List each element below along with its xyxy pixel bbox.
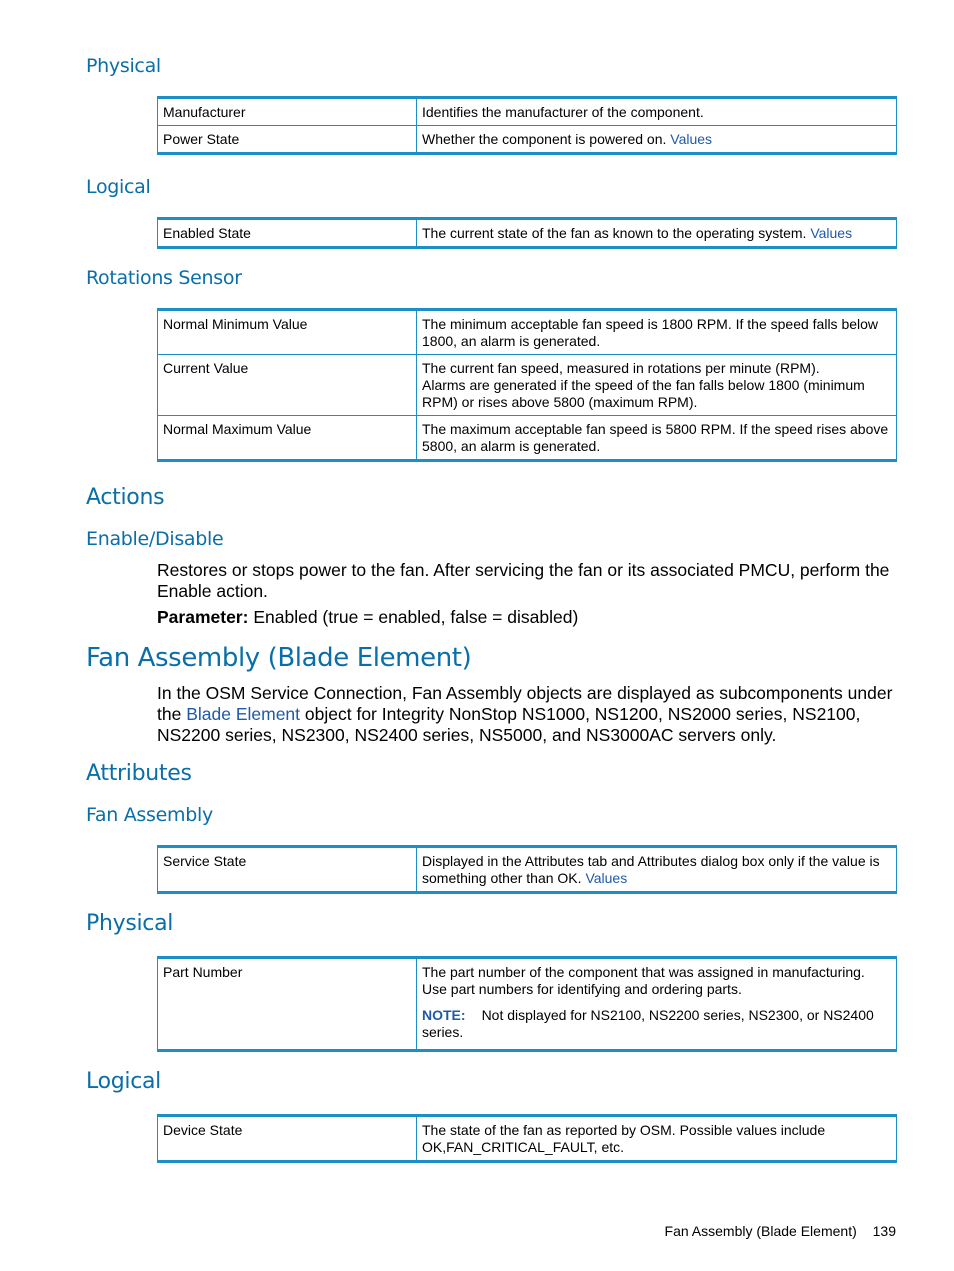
attribute-description <box>417 126 897 154</box>
description-text: The current state of the fan as known to the operating system. <box>422 225 807 241</box>
footer-title: Fan Assembly (Blade Element) <box>664 1223 857 1239</box>
logical-attributes-table <box>157 1114 897 1163</box>
attribute-name: Current Value <box>158 355 417 416</box>
attribute-name: Service State <box>158 847 417 893</box>
table-row <box>158 98 897 126</box>
section-heading-actions: Actions <box>86 485 165 510</box>
table-row <box>158 416 897 461</box>
section-heading-physical: Physical <box>86 55 161 77</box>
table-row <box>158 1116 897 1162</box>
physical-attributes-table <box>157 956 897 1052</box>
attribute-name: Power State <box>158 126 417 154</box>
attribute-name: Normal Minimum Value <box>158 310 417 355</box>
intro-text: object for Integrity NonStop NS1000, NS1200, NS2000 series, NS2100, NS2200 series, NS2300, NS2400 series, NS5000, and NS3000AC servers only. <box>157 704 861 745</box>
intro-text: In the OSM Service Connection, Fan Assembly objects are displayed as subcomponents under the <box>157 683 893 724</box>
parameter-label: Parameter: <box>157 607 249 627</box>
section-heading-fan-assembly: Fan Assembly <box>86 804 213 826</box>
blade-element-link[interactable]: Blade Element <box>186 704 301 724</box>
table-row <box>158 219 897 248</box>
table-row <box>158 847 897 893</box>
attribute-name: Enabled State <box>158 219 417 248</box>
attribute-description <box>417 355 897 416</box>
section-heading-attributes: Attributes <box>86 761 192 786</box>
attribute-name: Part Number <box>158 958 417 1051</box>
fan-assembly-table <box>157 845 897 894</box>
physical-attributes-table <box>157 96 897 155</box>
section-heading-logical: Logical <box>86 176 151 198</box>
attribute-name: Manufacturer <box>158 98 417 126</box>
intro-paragraph <box>157 683 897 746</box>
section-heading-logical: Logical <box>86 1069 161 1094</box>
attribute-description <box>417 219 897 248</box>
table-row <box>158 310 897 355</box>
logical-attributes-table <box>157 217 897 249</box>
enable-description: Restores or stops power to the fan. After servicing the fan or its associated PMCU, perform the Enable action. <box>157 560 890 601</box>
page-number: 139 <box>872 1223 896 1239</box>
page-title: Fan Assembly (Blade Element) <box>86 643 472 673</box>
table-row <box>158 355 897 416</box>
attribute-description <box>417 958 897 1051</box>
table-row <box>158 126 897 154</box>
section-heading-enable-disable: Enable/Disable <box>86 528 224 550</box>
description-text: The part number of the component that was assigned in manufacturing. Use part numbers for identifying and ordering parts. <box>422 964 865 997</box>
note-label: NOTE: <box>422 1007 466 1023</box>
attribute-description: The state of the fan as reported by OSM. Possible values include OK,FAN_CRITICAL_FAULT, etc. <box>417 1116 897 1162</box>
description-line: The current fan speed, measured in rotations per minute (RPM). <box>422 360 820 376</box>
parameter-line <box>157 607 897 628</box>
attribute-description: The minimum acceptable fan speed is 1800 RPM. If the speed falls below 1800, an alarm is generated. <box>417 310 897 355</box>
parameter-text: Enabled (true = enabled, false = disabled) <box>253 607 579 627</box>
note <box>422 1007 891 1041</box>
description-text: Identifies the manufacturer of the component. <box>422 104 704 120</box>
note-text: Not displayed for NS2100, NS2200 series, NS2300, or NS2400 series. <box>422 1007 874 1040</box>
description-text: Whether the component is powered on. <box>422 131 667 147</box>
attribute-description <box>417 98 897 126</box>
table-row <box>158 958 897 1051</box>
section-heading-rotations-sensor: Rotations Sensor <box>86 267 242 289</box>
values-link[interactable]: Values <box>585 870 628 886</box>
values-link[interactable]: Values <box>670 131 713 147</box>
rotations-sensor-table <box>157 308 897 462</box>
values-link[interactable]: Values <box>810 225 853 241</box>
attribute-description <box>417 847 897 893</box>
attribute-description: The maximum acceptable fan speed is 5800 RPM. If the speed rises above 5800, an alarm is generated. <box>417 416 897 461</box>
section-heading-physical: Physical <box>86 911 174 936</box>
description-line: Alarms are generated if the speed of the fan falls below 1800 (minimum RPM) or rises above 5800 (maximum RPM). <box>422 377 865 410</box>
page-footer <box>665 1223 896 1239</box>
description-text: Displayed in the Attributes tab and Attributes dialog box only if the value is something other than OK. <box>422 853 880 886</box>
attribute-name: Device State <box>158 1116 417 1162</box>
attribute-name: Normal Maximum Value <box>158 416 417 461</box>
